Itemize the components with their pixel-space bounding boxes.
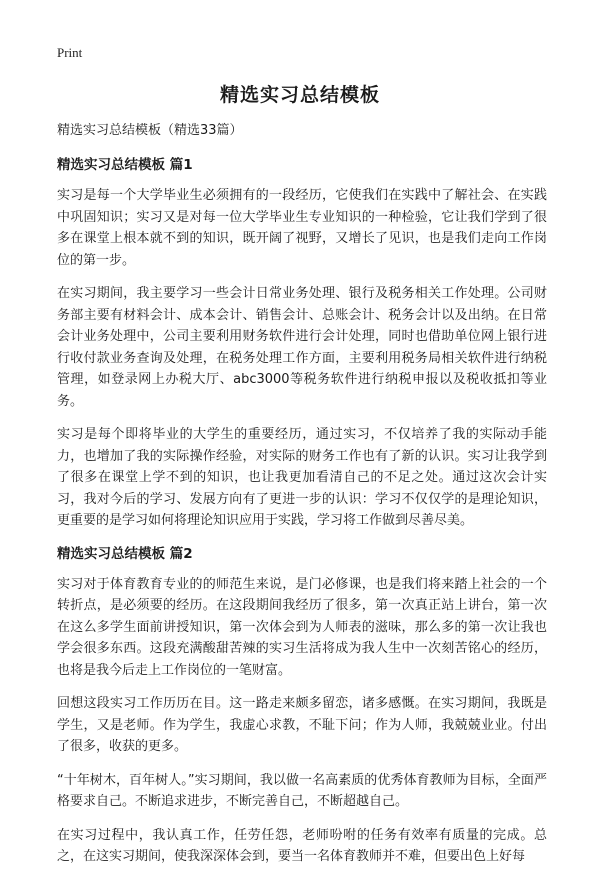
document-subtitle: 精选实习总结模板（精选33篇）: [57, 123, 243, 138]
section-1: [57, 155, 547, 532]
paragraph: 实习是每个即将毕业的大学生的重要经历，通过实习，不仅培养了我的实际动手能力，也增加了我的实际操作经验，对实际的财务工作也有了新的认识。实习让我学到了很多在课堂上学不到的知识，也让我更加看清自己的不足之处。通过这次会计实习，我对今后的学习、发展方向有了更进一步的认识：学习不仅仅学的是理论知识，更重要的是学习如何将理论知识应用于实践，学习将工作做到尽善尽美。: [57, 427, 547, 528]
paragraph: 实习对于体育教育专业的的师范生来说，是门必修课，也是我们将来踏上社会的一个转折点，是必须要的经历。在这段期间我经历了很多，第一次真正站上讲台，第一次在这么多学生面前讲授知识，第一次体会到为人师表的滋味，那么多的第一次让我也学会很多东西。这段充满酸甜苦辣的实习生活将成为我人生中一次刻苦铭心的经历，也将是我今后走上工作岗位的一笔财富。: [57, 576, 547, 678]
document-title: 精选实习总结模板: [219, 84, 380, 106]
paragraph: 实习是每一个大学毕业生必须拥有的一段经历，它使我们在实践中了解社会、在实践中巩固知识；实习又是对每一位大学毕业生专业知识的一种检验，它让我们学到了很多在课堂上根本就不到的知识，既开阔了视野，又增长了见识，也是我们走向工作岗位的第一步。: [57, 188, 547, 268]
paragraph: 在实习过程中，我认真工作，任劳任怨，老师吩咐的任务有效率有质量的完成。总之，在这实习期间，使我深深体会到，要当一名体育教师并不难，但要出色上好每: [57, 827, 547, 864]
section-heading: 精选实习总结模板 篇2: [57, 545, 193, 562]
print-link[interactable]: Print: [57, 45, 83, 60]
paragraph: “十年树木，百年树人。”实习期间，我以做一名高素质的优秀体育教师为目标，全面严格要求自己。不断追求进步，不断完善自己，不断超越自己。: [57, 772, 547, 809]
document-body: [57, 121, 547, 880]
section-heading: 精选实习总结模板 篇1: [57, 157, 193, 173]
paragraph: 在实习期间，我主要学习一些会计日常业务处理、银行及税务相关工作处理。公司财务部主要有材料会计、成本会计、销售会计、总账会计、税务会计以及出纳。在日常会计业务处理中，公司主要利用财务软件进行会计处理，同时也借助单位网上银行进行收付款业务查询及处理，在税务处理工作方面，主要利用税务局相关软件进行纳税管理，如登录网上办税大厅、abc3000等税务软件进行纳税申报以及税收抵扣等业务。: [57, 286, 547, 409]
paragraph: 回想这段实习工作历历在目。这一路走来颇多留恋，诸多感慨。在实习期间，我既是学生，又是老师。作为学生，我虚心求教，不耻下问；作为人师，我兢兢业业。付出了很多，收获的更多。: [57, 696, 547, 754]
section-2: [57, 544, 547, 868]
